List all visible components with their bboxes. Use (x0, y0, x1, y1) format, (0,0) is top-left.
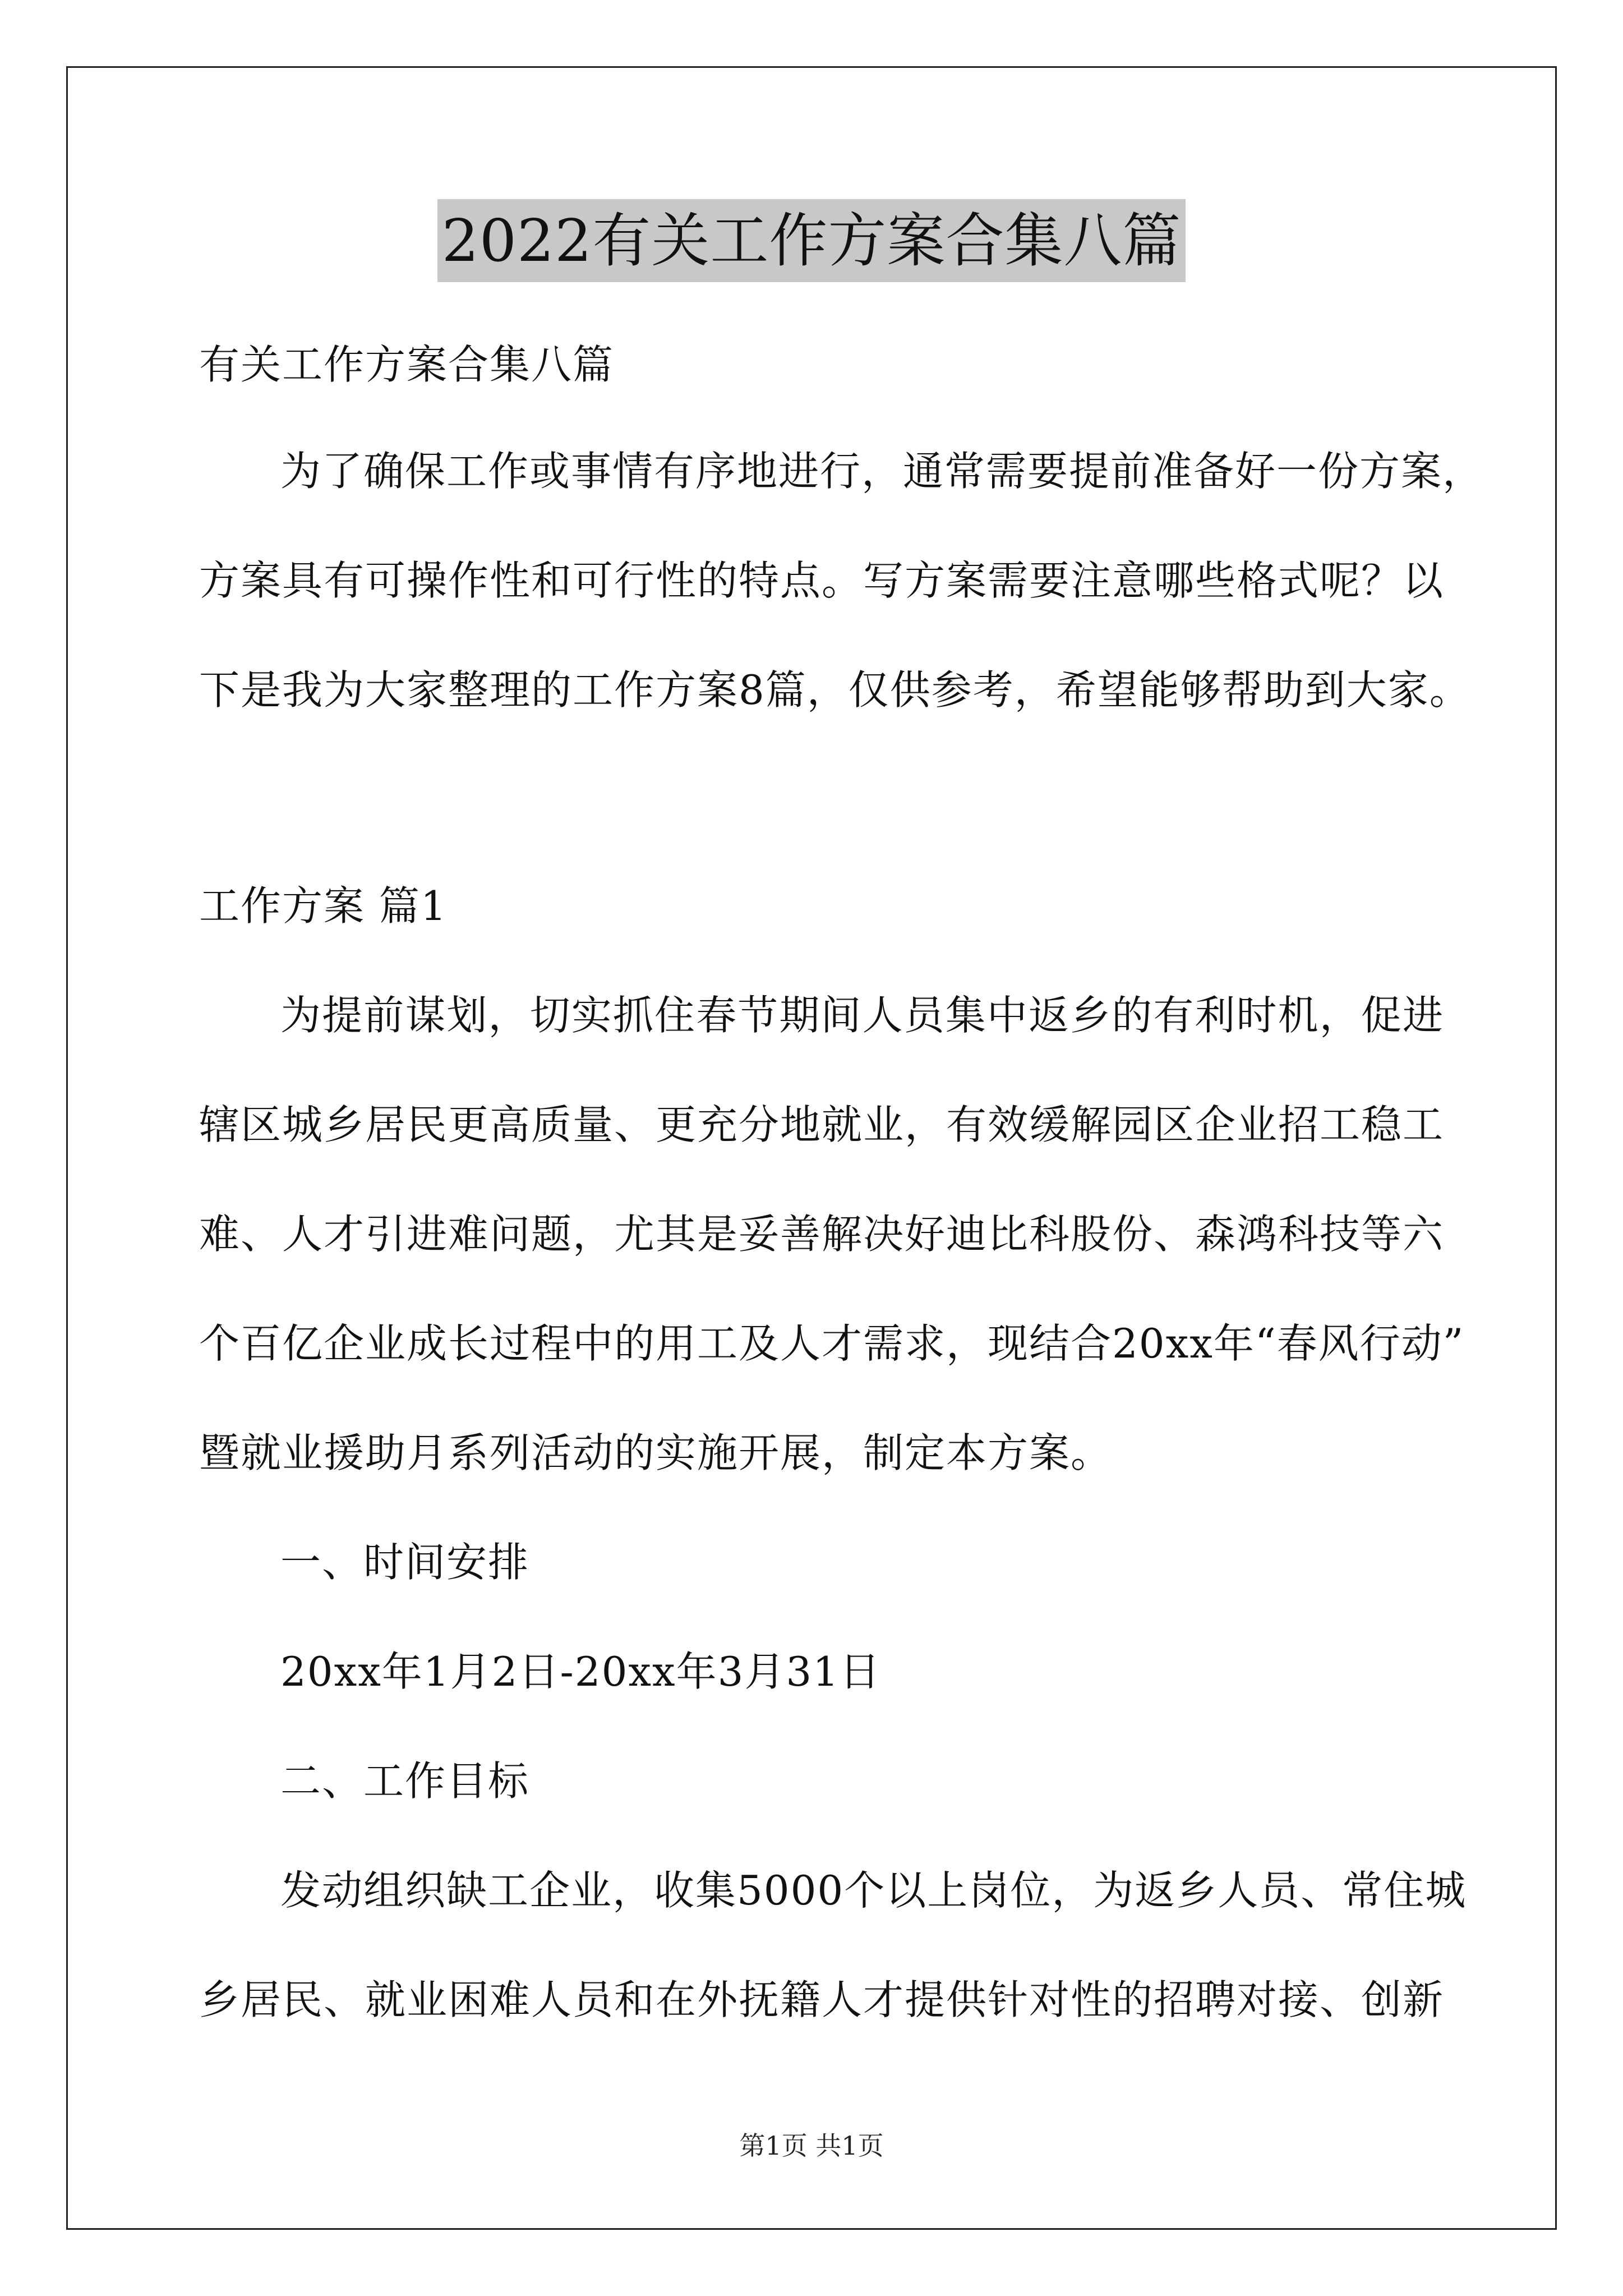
paragraph-line-1: 为提前谋划，切实抓住春节期间人员集中返乡的有利时机，促进 (280, 992, 1444, 1039)
document-title: 2022有关工作方案合集八篇 (437, 199, 1186, 282)
title-container (0, 199, 1623, 282)
intro-line-1: 为了确保工作或事情有序地进行，通常需要提前准备好一份方案， (280, 448, 1484, 495)
goal-line-1: 发动组织缺工企业，收集5000个以上岗位，为返乡人员、常住城 (280, 1867, 1467, 1914)
paragraph-line-3: 难、人才引进难问题，尤其是妥善解决好迪比科股份、森鸿科技等六 (199, 1211, 1445, 1258)
time-range: 20xx年1月2日-20xx年3月31日 (280, 1648, 882, 1695)
paragraph-line-5: 暨就业援助月系列活动的实施开展，制定本方案。 (199, 1429, 1113, 1476)
intro-line-2: 方案具有可操作性和可行性的特点。写方案需要注意哪些格式呢？以 (199, 557, 1445, 604)
section-heading-1: 工作方案 篇1 (199, 882, 448, 930)
goal-line-2: 乡居民、就业困难人员和在外抚籍人才提供针对性的招聘对接、创新 (199, 1976, 1445, 2023)
heading-work-goal: 二、工作目标 (280, 1757, 530, 1805)
heading-time-arrangement: 一、时间安排 (280, 1539, 530, 1586)
document-subtitle: 有关工作方案合集八篇 (199, 341, 615, 388)
paragraph-line-4: 个百亿企业成长过程中的用工及人才需求，现结合20xx年“春风行动” (199, 1320, 1465, 1367)
page-footer: 第1页 共1页 (739, 2131, 884, 2161)
paragraph-line-2: 辖区城乡居民更高质量、更充分地就业，有效缓解园区企业招工稳工 (199, 1101, 1445, 1148)
intro-line-3: 下是我为大家整理的工作方案8篇，仅供参考，希望能够帮助到大家。 (199, 666, 1471, 714)
